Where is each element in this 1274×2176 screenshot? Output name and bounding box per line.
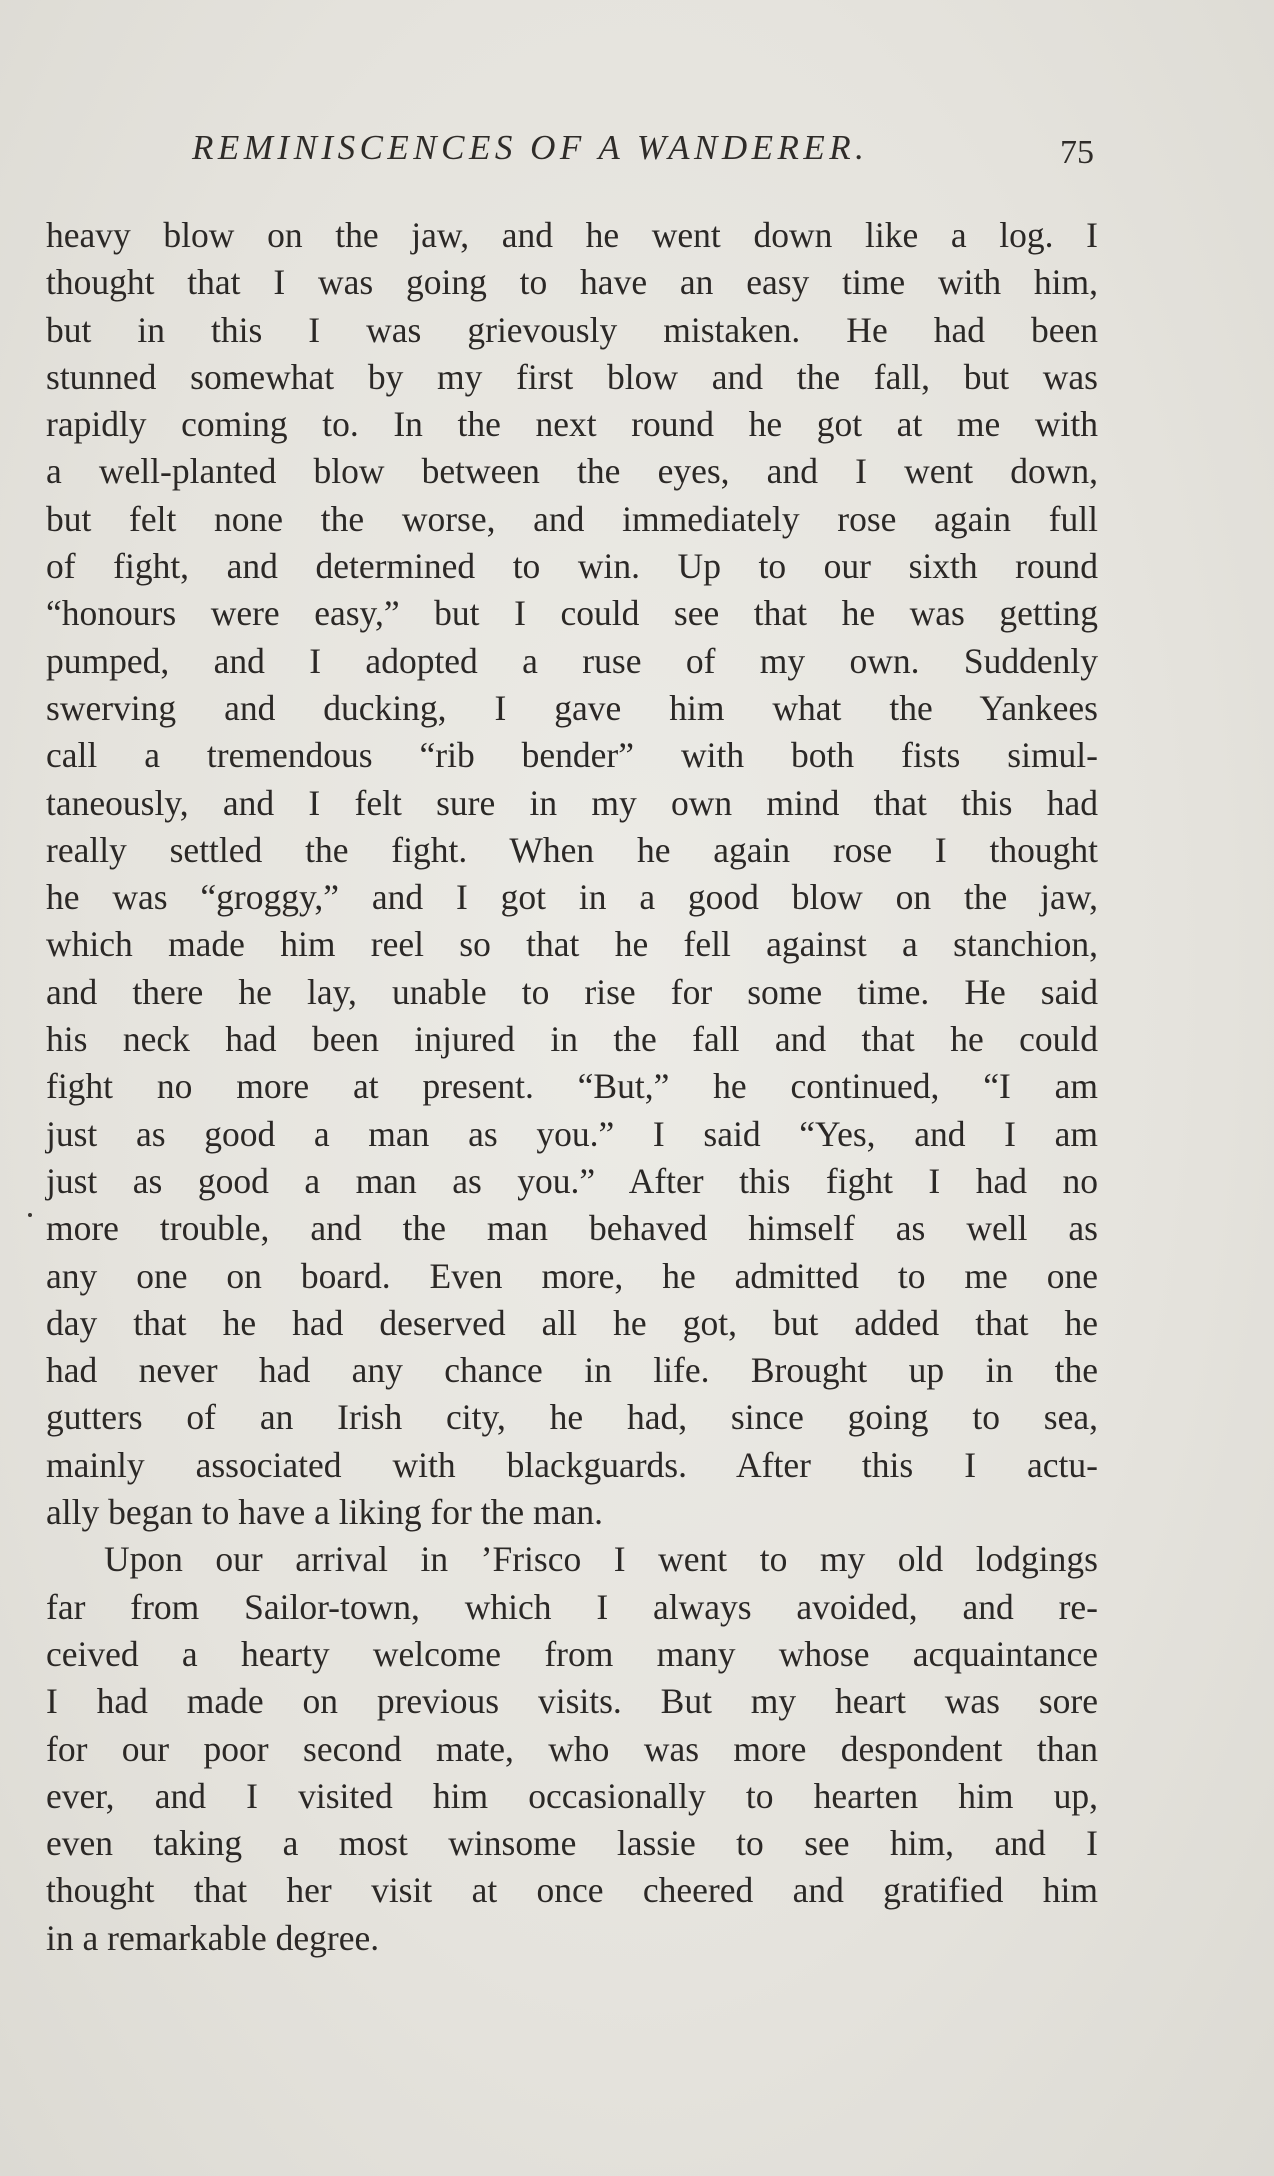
paragraph xyxy=(46,212,1098,1536)
text-line: heavy blow on the jaw, and he went down like a log. I xyxy=(46,215,1098,255)
text-line: just as good a man as you.” After this fight I had no xyxy=(46,1160,1098,1201)
text-line: a well-planted blow between the eyes, and I went down, xyxy=(46,451,1098,492)
text-line: ever, and I visited him occasionally to hearten him up, xyxy=(46,1775,1098,1816)
text-line: fight no more at present. “But,” he continued, “I am xyxy=(46,1066,1098,1107)
page-number: 75 xyxy=(1060,134,1094,171)
text-line: any one on board. Even more, he admitted to me one xyxy=(46,1255,1098,1296)
ink-speck xyxy=(28,1213,32,1217)
text-line: his neck had been injured in the fall and that he could xyxy=(46,1019,1098,1060)
body-text xyxy=(46,212,1098,1962)
text-line: call a tremendous “rib bender” with both fists simul- xyxy=(46,735,1098,776)
text-line: pumped, and I adopted a ruse of my own. Suddenly xyxy=(46,640,1098,681)
text-line: stunned somewhat by my first blow and the fall, but was xyxy=(46,356,1098,397)
text-line: day that he had deserved all he got, but added that he xyxy=(46,1302,1098,1343)
text-line: thought that I was going to have an easy time with him, xyxy=(46,262,1098,303)
running-head-title: REMINISCENCES OF A WANDERER. xyxy=(192,128,869,167)
text-line: of fight, and determined to win. Up to our sixth round xyxy=(46,546,1098,587)
paragraph xyxy=(46,1536,1098,1962)
text-line: had never had any chance in life. Brought up in the xyxy=(46,1350,1098,1391)
text-line: gutters of an Irish city, he had, since going to sea, xyxy=(46,1397,1098,1438)
text-line: but felt none the worse, and immediately rose again full xyxy=(46,498,1098,539)
text-line: in a remarkable degree. xyxy=(46,1917,380,1958)
text-line: for our poor second mate, who was more despondent than xyxy=(46,1728,1098,1769)
text-line: which made him reel so that he fell against a stanchion, xyxy=(46,924,1098,965)
text-line: even taking a most winsome lassie to see him, and I xyxy=(46,1823,1098,1864)
text-line: and there he lay, unable to rise for some time. He said xyxy=(46,971,1098,1012)
text-line: ally began to have a liking for the man. xyxy=(46,1492,603,1533)
text-line: just as good a man as you.” I said “Yes, and I am xyxy=(46,1113,1098,1154)
text-line: more trouble, and the man behaved himself as well as xyxy=(46,1208,1098,1249)
text-line: I had made on previous visits. But my heart was sore xyxy=(46,1681,1098,1722)
text-line: but in this I was grievously mistaken. He had been xyxy=(46,309,1098,350)
text-line: Upon our arrival in ’Frisco I went to my old lodgings xyxy=(104,1539,1098,1580)
text-line: rapidly coming to. In the next round he got at me with xyxy=(46,404,1098,445)
text-line: far from Sailor-town, which I always avoided, and re- xyxy=(46,1586,1098,1627)
text-line: thought that her visit at once cheered and gratified him xyxy=(46,1870,1098,1911)
text-line: swerving and ducking, I gave him what the Yankees xyxy=(46,687,1098,728)
text-line: mainly associated with blackguards. After this I actu- xyxy=(46,1444,1098,1485)
text-line: “honours were easy,” but I could see that he was getting xyxy=(46,593,1098,634)
text-line: taneously, and I felt sure in my own mind that this had xyxy=(46,782,1098,823)
text-line: ceived a hearty welcome from many whose acquaintance xyxy=(46,1633,1098,1674)
text-line: really settled the fight. When he again rose I thought xyxy=(46,829,1098,870)
text-line: he was “groggy,” and I got in a good blow on the jaw, xyxy=(46,877,1098,918)
